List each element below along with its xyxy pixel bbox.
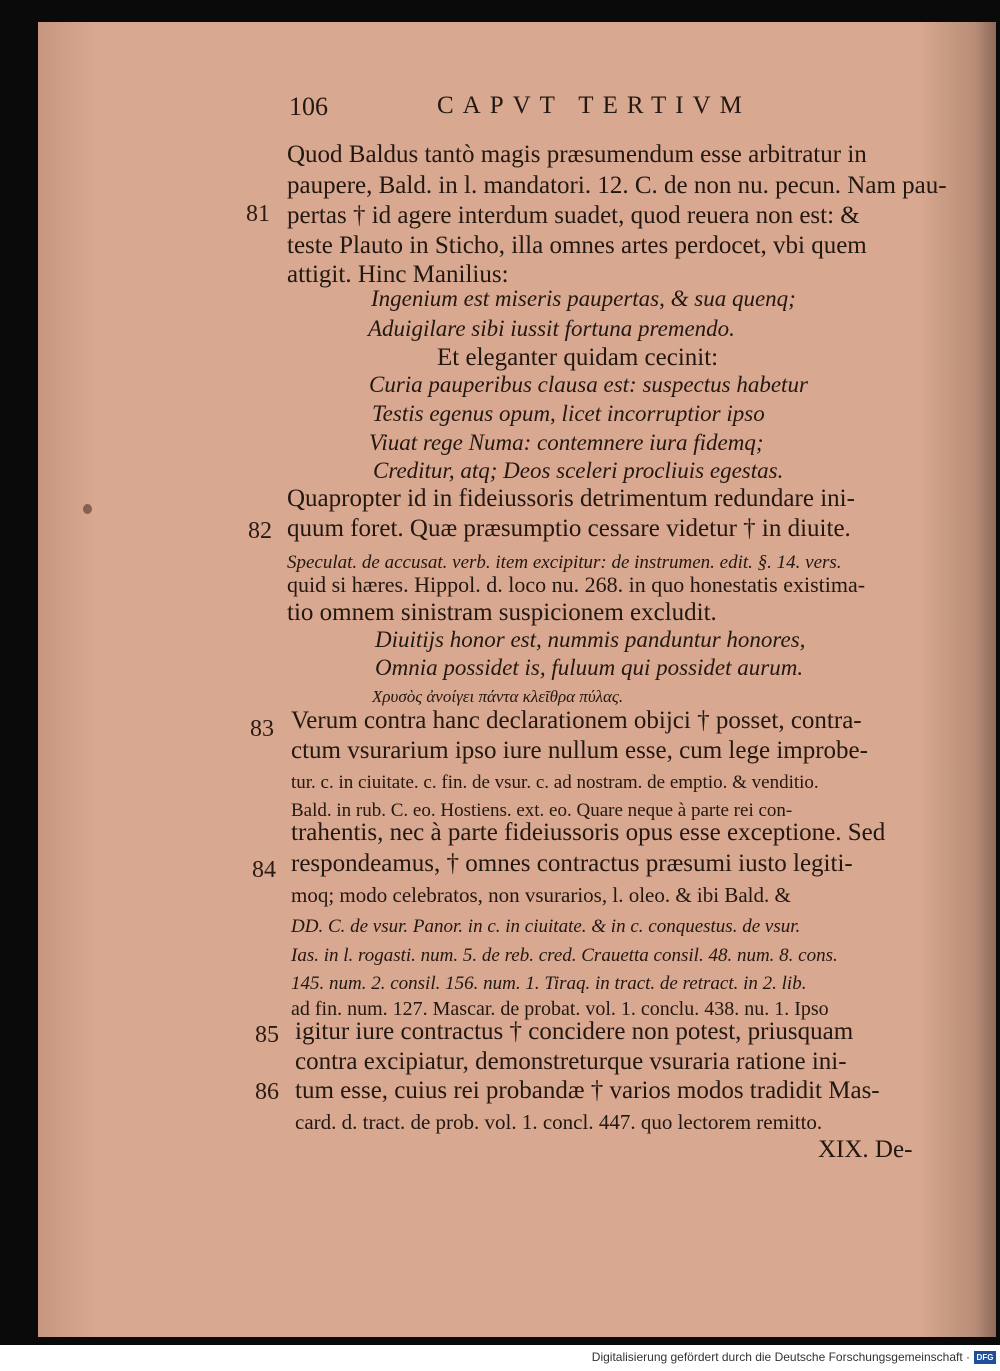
footer-credit: Digitalisierung gefördert durch die Deutsche Forschungsgemeinschaft · (591, 1350, 970, 1364)
text-line: teste Plauto in Sticho, illa omnes artes perdocet, vbi quem (287, 232, 867, 259)
text-line: card. d. tract. de prob. vol. 1. concl. 447. quo lectorem remitto. (295, 1110, 823, 1134)
margin-number: 81 (246, 201, 270, 227)
text-line: trahentis, nec à parte fideiussoris opus esse exceptione. Sed (291, 819, 886, 846)
citation-line: Speculat. de accusat. verb. item excipitur: de instrumen. edit. §. 14. vers. (287, 552, 842, 573)
verse-line: Diuitijs honor est, nummis panduntur honores, (375, 627, 806, 652)
ink-spot (83, 504, 92, 514)
text-line: Bald. in rub. C. eo. Hostiens. ext. eo. Quare neque à parte rei con- (291, 800, 793, 821)
text-line: contra excipiatur, demonstreturque vsuraria ratione ini- (295, 1048, 847, 1075)
margin-number: 82 (248, 518, 272, 544)
margin-number: 86 (255, 1079, 279, 1105)
text-line: Verum contra hanc declarationem obijci † posset, contra- (291, 707, 862, 734)
verse-line: Viuat rege Numa: contemnere iura fidemq; (369, 430, 764, 455)
page-edge (974, 22, 996, 1337)
page-number: 106 (289, 92, 328, 121)
margin-number: 83 (250, 716, 274, 742)
running-title: CAPVT TERTIVM (437, 92, 751, 119)
text-line: ctum vsurarium ipso iure nullum esse, cum lege improbe- (291, 737, 868, 764)
verse-line: Curia pauperibus clausa est: suspectus habetur (369, 372, 808, 397)
citation-line: 145. num. 2. consil. 156. num. 1. Tiraq. in tract. de retract. in 2. lib. (291, 973, 807, 994)
verse-line: Testis egenus opum, licet incorruptior ipso (372, 401, 765, 426)
text-line: tum esse, cuius rei probandæ † varios modos tradidit Mas- (295, 1077, 880, 1104)
text-line: Et eleganter quidam cecinit: (437, 344, 719, 371)
citation-line: Ias. in l. rogasti. num. 5. de reb. cred. Crauetta consil. 48. num. 8. cons. (291, 945, 838, 966)
text-line: quum foret. Quæ præsumptio cessare videtur † in diuite. (287, 515, 851, 542)
catchword: XIX. De- (818, 1136, 913, 1163)
greek-line: Χρυσὸς ἀνοίγει πάντα κλεῖθρα πύλας. (372, 687, 624, 706)
margin-number: 84 (252, 857, 276, 883)
verse-line: Omnia possidet is, fuluum qui possidet aurum. (375, 655, 804, 680)
text-line: tur. c. in ciuitate. c. fin. de vsur. c. ad nostram. de emptio. & venditio. (291, 772, 819, 793)
footer-bar (0, 1345, 1000, 1371)
text-line: attigit. Hinc Manilius: (287, 261, 509, 288)
page-header (289, 92, 789, 124)
text-line: igitur iure contractus † concidere non potest, priusquam (295, 1018, 854, 1045)
text-line: tio omnem sinistram suspicionem excludit. (287, 599, 717, 626)
margin-number: 85 (255, 1022, 279, 1048)
verse-line: Ingenium est miseris paupertas, & sua quenq; (371, 286, 796, 311)
text-line: Quod Baldus tantò magis præsumendum esse arbitratur in (287, 141, 867, 168)
text-line: Quapropter id in fideiussoris detrimentum redundare ini- (287, 485, 855, 512)
citation-line: DD. C. de vsur. Panor. in c. in ciuitate. & in c. conquestus. de vsur. (291, 916, 801, 937)
verse-line: Aduigilare sibi iussit fortuna premendo. (368, 316, 735, 341)
verse-line: Creditur, atq; Deos sceleri procliuis egestas. (373, 458, 784, 483)
text-line: paupere, Bald. in l. mandatori. 12. C. de non nu. pecun. Nam pau- (287, 172, 947, 199)
text-line: moq; modo celebratos, non vsurarios, l. oleo. & ibi Bald. & (291, 883, 791, 907)
text-line: ad fin. num. 127. Mascar. de probat. vol. 1. conclu. 438. nu. 1. Ipso (291, 998, 829, 1020)
dfg-logo-icon: DFG (974, 1351, 996, 1364)
text-line: respondeamus, † omnes contractus præsumi iusto legiti- (291, 850, 853, 877)
text-line: quid si hæres. Hippol. d. loco nu. 268. in quo honestatis existima- (287, 572, 866, 597)
text-line: pertas † id agere interdum suadet, quod reuera non est: & (287, 202, 860, 229)
